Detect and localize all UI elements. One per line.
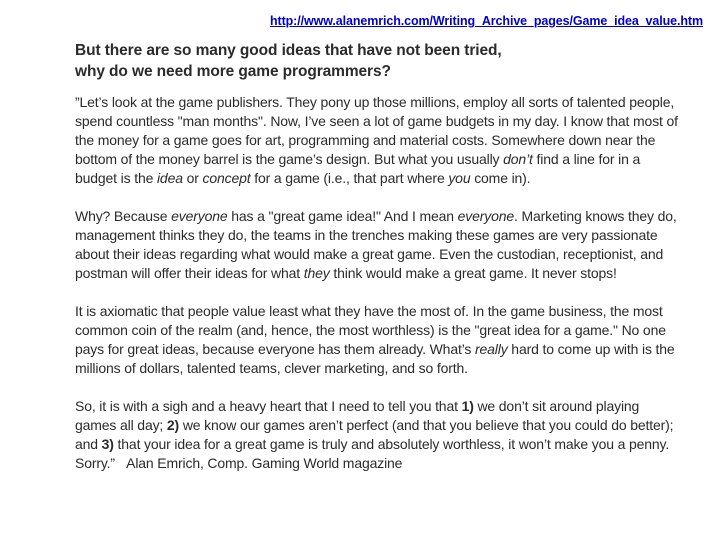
text-segment: ”Let’s look at the game publishers. They pony up those millions, employ all sorts of talented people, spend countless "man months". Now, I’ve seen a lot of game budgets in my day. I know that most of the money for a game goes for art, programming and material costs. Somewhere down near the bottom of the money barrel is the game’s design. But what you usually: [75, 94, 678, 167]
text-segment: we don’t sit around playing games all day;: [75, 398, 640, 433]
text-segment: So, it is with a sigh and a heavy heart that I need to tell you that: [75, 398, 462, 414]
text-segment: 2): [166, 417, 180, 433]
header-link-row: [0, 12, 703, 30]
text-segment: they: [303, 265, 330, 281]
text-segment: It is axiomatic that people value least what they have the most of. In the game business, the most common coin of the realm (and, hence, the most worthless) is the "great idea for a game." No one pays for great ideas, because everyone has them already. What’s: [75, 303, 666, 357]
text-segment: that your idea for a great game is truly and absolutely worthless, it won’t make you a penny. Sorry.” Alan Emrich, Comp. Gaming World magazine: [75, 436, 670, 471]
text-segment: or: [182, 170, 203, 186]
text-segment: think would make a great game. It never stops!: [329, 265, 617, 281]
text-segment: really: [475, 341, 508, 357]
text-segment: come in).: [470, 170, 531, 186]
text-segment: find a line for in a budget is the: [75, 151, 641, 186]
text-segment: 1): [461, 398, 474, 414]
text-segment: you: [448, 170, 471, 186]
quote-paragraph-2: [75, 207, 681, 283]
slide-title: [75, 40, 685, 82]
text-segment: has a "great game idea!" And I mean: [227, 208, 458, 224]
text-segment: for a game (i.e., that part where: [250, 170, 449, 186]
source-url-link[interactable]: http://www.alanemrich.com/Writing_Archive_pages/Game_idea_value.htm: [269, 14, 703, 28]
text-segment: we know our games aren’t perfect (and that you believe that you could do better); and: [75, 417, 674, 452]
quote-body: [75, 93, 681, 492]
slide-title-line2: why do we need more game programmers?: [75, 63, 391, 80]
text-segment: concept: [202, 170, 251, 186]
text-segment: everyone: [457, 208, 515, 224]
quote-paragraph-4: [75, 397, 681, 473]
text-segment: don’t: [503, 151, 533, 167]
text-segment: everyone: [171, 208, 228, 224]
quote-paragraph-3: [75, 302, 681, 378]
text-segment: idea: [156, 170, 183, 186]
text-segment: Why? Because: [75, 208, 172, 224]
slide-title-line1: But there are so many good ideas that have not been tried,: [75, 42, 502, 59]
text-segment: 3): [101, 436, 114, 452]
text-segment: hard to come up with is the millions of dollars, talented teams, clever marketing, and so forth.: [75, 341, 675, 376]
quote-paragraph-1: [75, 93, 681, 188]
text-segment: . Marketing knows they do, management thinks they do, the teams in the trenches making these games are very passionate about their ideas regarding what would make a great game. Even the custodian, receptionist, and postman will offer their ideas for what: [75, 208, 677, 281]
